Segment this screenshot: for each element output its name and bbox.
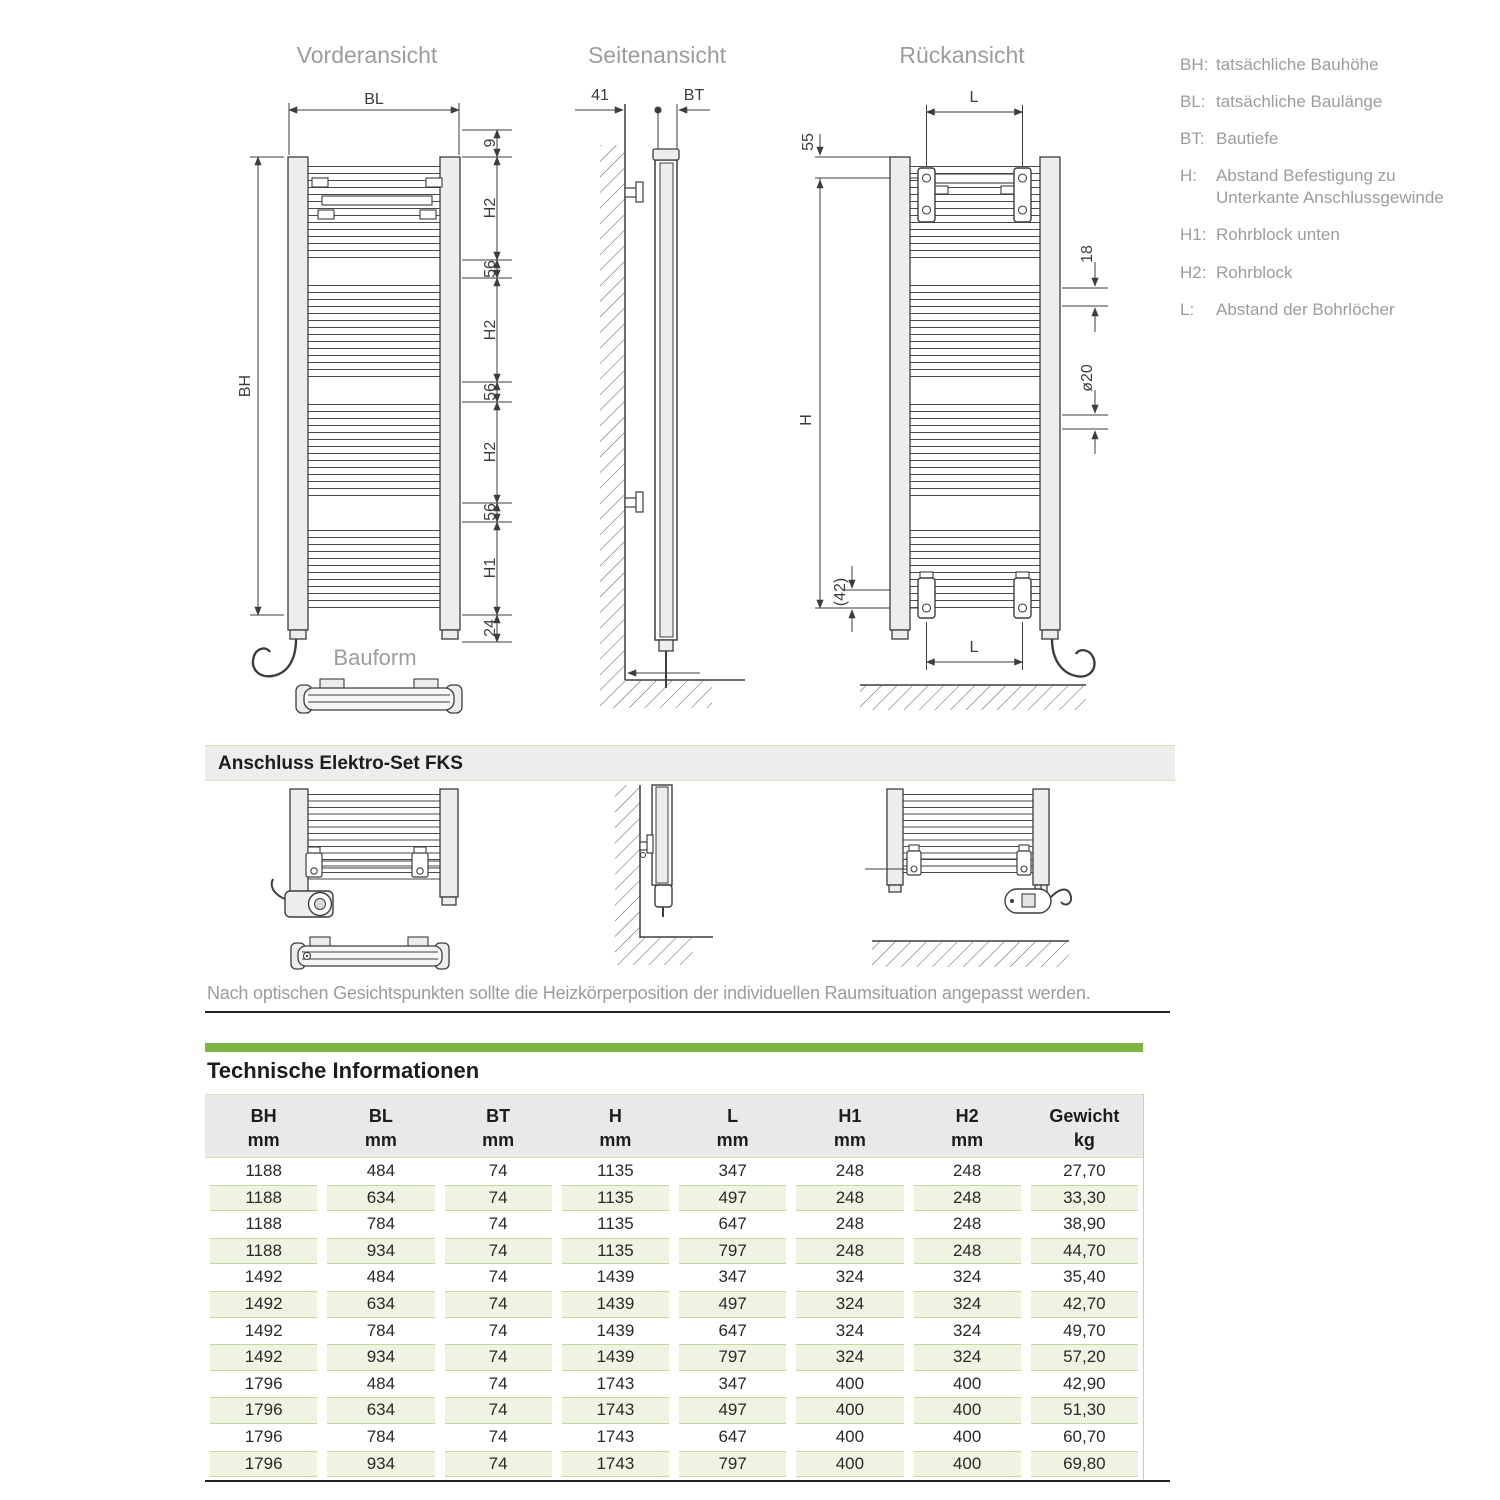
cable-line xyxy=(1051,890,1071,905)
table-row xyxy=(205,1371,1143,1398)
table-row xyxy=(205,1344,1143,1371)
legend-item-l xyxy=(1180,299,1490,321)
legend-item-bh xyxy=(1180,54,1490,76)
table-cell: 1439 xyxy=(562,1291,669,1318)
table-cell: 647 xyxy=(718,1214,747,1234)
table-cell: 248 xyxy=(952,1161,982,1180)
table-cell: 1135 xyxy=(597,1161,634,1180)
table-cell: 74 xyxy=(445,1238,552,1265)
table-cell: 400 xyxy=(952,1426,982,1446)
table-cell: 74 xyxy=(488,1373,508,1393)
table-cell: 324 xyxy=(796,1291,903,1318)
table-bottom-rule xyxy=(205,1480,1170,1482)
table-right-border xyxy=(1143,1094,1144,1482)
table-cell: 74 xyxy=(488,1214,508,1234)
side-view-drawing xyxy=(560,30,800,730)
table-cell: 400 xyxy=(952,1373,982,1393)
rear-dim-42: (42) xyxy=(832,577,849,607)
table-cell: 1492 xyxy=(244,1320,283,1340)
side-dim-41: 41 xyxy=(591,87,609,104)
tech-info-table xyxy=(205,1094,1143,1477)
table-cell: 1188 xyxy=(245,1161,282,1180)
rear-dim-l-bottom: L xyxy=(969,639,979,656)
front-dim-9: 9 xyxy=(482,138,499,148)
table-header-cell: BH mm xyxy=(247,1106,280,1151)
table-row xyxy=(205,1158,1143,1185)
table-cell: 42,90 xyxy=(1063,1373,1106,1393)
legend-item-bl xyxy=(1180,91,1490,113)
table-cell: 1743 xyxy=(562,1397,669,1424)
table-cell: 324 xyxy=(952,1267,982,1287)
rear-dim-o20: ø20 xyxy=(1079,364,1096,392)
table-cell: 497 xyxy=(679,1397,786,1424)
legend-text: Bautiefe xyxy=(1216,129,1279,149)
table-header-cell: L mm xyxy=(716,1106,749,1151)
floor-hatching xyxy=(872,941,1069,967)
table-cell: 74 xyxy=(445,1185,552,1212)
table-cell: 248 xyxy=(835,1214,865,1234)
legend-item-h xyxy=(1180,165,1490,209)
table-cell: 1796 xyxy=(244,1426,283,1446)
rear-dim-l-top: L xyxy=(969,89,979,106)
table-cell: 35,40 xyxy=(1063,1267,1106,1287)
anschluss-front-drawing xyxy=(240,785,540,985)
table-cell: 324 xyxy=(835,1267,865,1287)
table-cell: 74 xyxy=(488,1426,508,1446)
table-cell: 248 xyxy=(952,1214,982,1234)
table-title: Technische Informationen xyxy=(207,1058,480,1083)
anschluss-section-header: Anschluss Elektro-Set FKS xyxy=(205,745,1175,781)
rear-dim-55: 55 xyxy=(800,133,817,151)
table-cell: 248 xyxy=(835,1161,865,1180)
table-row xyxy=(205,1185,1143,1212)
table-cell: 797 xyxy=(679,1451,786,1478)
table-cell: 248 xyxy=(914,1185,1021,1212)
bauform-label: Bauform xyxy=(333,645,417,670)
table-cell: 1135 xyxy=(562,1238,669,1265)
legend-text: tatsächliche Baulänge xyxy=(1216,92,1383,112)
table-cell: 324 xyxy=(914,1344,1021,1371)
table-cell: 1796 xyxy=(210,1397,317,1424)
table-cell: 484 xyxy=(366,1267,396,1287)
front-dim-bh: BH xyxy=(237,374,254,398)
table-cell: 74 xyxy=(445,1397,552,1424)
legend-key: BH: xyxy=(1180,55,1209,74)
table-cell: 484 xyxy=(366,1161,396,1180)
legend-text: tatsächliche Bauhöhe xyxy=(1216,55,1379,74)
front-dim-h1: H1 xyxy=(482,557,499,579)
table-cell: 1743 xyxy=(596,1373,635,1393)
table-cell: 784 xyxy=(366,1214,396,1234)
table-cell: 634 xyxy=(327,1397,434,1424)
table-cell: 400 xyxy=(796,1397,903,1424)
table-cell: 69,80 xyxy=(1031,1451,1138,1478)
table-cell: 934 xyxy=(327,1344,434,1371)
table-cell: 51,30 xyxy=(1031,1397,1138,1424)
table-cell: 57,20 xyxy=(1031,1344,1138,1371)
legend-key: L: xyxy=(1180,299,1195,319)
table-cell: 347 xyxy=(718,1267,747,1287)
table-cell: 248 xyxy=(796,1185,903,1212)
table-cell: 797 xyxy=(679,1344,786,1371)
table-row xyxy=(205,1291,1143,1318)
table-cell: 634 xyxy=(327,1185,434,1212)
table-cell: 784 xyxy=(366,1426,396,1446)
accent-bar xyxy=(205,1043,1143,1052)
wall-hatching xyxy=(600,145,625,680)
table-cell: 1492 xyxy=(210,1291,317,1318)
table-cell: 400 xyxy=(914,1397,1021,1424)
table-cell: 1439 xyxy=(596,1267,635,1287)
table-cell: 347 xyxy=(718,1161,747,1180)
table-cell: 934 xyxy=(327,1238,434,1265)
table-cell: 1796 xyxy=(210,1451,317,1478)
rear-view-title: Rückansicht xyxy=(899,42,1025,68)
table-cell: 1492 xyxy=(244,1267,283,1287)
positioning-note: Nach optischen Gesichtspunkten sollte die Heizkörperposition der individuellen Raumsituation angepasst werden. xyxy=(207,983,1091,1003)
table-cell: 1492 xyxy=(210,1344,317,1371)
table-cell: 1439 xyxy=(562,1344,669,1371)
rear-dim-h: H xyxy=(798,414,815,426)
table-cell: 49,70 xyxy=(1063,1320,1106,1340)
table-body xyxy=(205,1158,1143,1477)
floor-hatching xyxy=(615,937,693,965)
table-header-cell: BT mm xyxy=(482,1106,515,1151)
table-cell: 324 xyxy=(914,1291,1021,1318)
table-cell: 44,70 xyxy=(1031,1238,1138,1265)
table-cell: 74 xyxy=(445,1451,552,1478)
legend-item-h1 xyxy=(1180,224,1490,246)
table-cell: 934 xyxy=(327,1451,434,1478)
table-cell: 484 xyxy=(366,1373,396,1393)
table-cell: 634 xyxy=(327,1291,434,1318)
front-view-drawing xyxy=(200,30,560,730)
table-row xyxy=(205,1264,1143,1291)
table-cell: 74 xyxy=(445,1291,552,1318)
table-cell: 1796 xyxy=(244,1373,283,1393)
front-dim-24: 24 xyxy=(482,619,499,637)
dimension-legend xyxy=(1180,54,1490,336)
table-cell: 347 xyxy=(718,1373,747,1393)
cable-hook xyxy=(1052,639,1094,677)
legend-text: Abstand der Bohrlöcher xyxy=(1216,299,1395,319)
legend-key: BT: xyxy=(1180,129,1205,149)
table-cell: 27,70 xyxy=(1063,1161,1106,1180)
table-cell: 400 xyxy=(835,1426,865,1446)
table-header-cell: H1 mm xyxy=(833,1106,866,1151)
table-cell: 33,30 xyxy=(1031,1185,1138,1212)
legend-text: Rohrblock unten xyxy=(1216,225,1340,245)
table-cell: 1439 xyxy=(596,1320,635,1340)
table-cell: 1743 xyxy=(596,1426,635,1446)
table-cell: 647 xyxy=(718,1320,747,1340)
table-cell: 324 xyxy=(835,1320,865,1340)
table-cell: 60,70 xyxy=(1063,1426,1106,1446)
cable-hook xyxy=(253,639,296,676)
floor-hatching xyxy=(860,685,1086,710)
table-cell: 497 xyxy=(679,1291,786,1318)
table-cell: 42,70 xyxy=(1031,1291,1138,1318)
table-header-cell: H mm xyxy=(599,1106,632,1151)
table-cell: 400 xyxy=(796,1451,903,1478)
side-view-title: Seitenansicht xyxy=(587,42,727,68)
table-cell: 248 xyxy=(914,1238,1021,1265)
table-row xyxy=(205,1424,1143,1451)
table-header-cell: H2 mm xyxy=(951,1106,984,1151)
table-cell: 400 xyxy=(914,1451,1021,1478)
table-cell: 248 xyxy=(796,1238,903,1265)
fks-element xyxy=(655,885,672,907)
divider-rule xyxy=(205,1011,1170,1013)
legend-item-bt xyxy=(1180,128,1490,150)
floor-hatching xyxy=(600,680,712,708)
table-row xyxy=(205,1238,1143,1265)
legend-key: BL: xyxy=(1180,92,1206,112)
legend-key: H2: xyxy=(1180,262,1207,282)
table-cell: 74 xyxy=(488,1161,508,1180)
table-cell: 647 xyxy=(718,1426,747,1446)
rear-dim-18: 18 xyxy=(1079,245,1096,263)
bauform-cross-section xyxy=(296,679,462,713)
legend-item-h2 xyxy=(1180,262,1490,284)
legend-text: Rohrblock xyxy=(1216,262,1293,282)
table-cell: 74 xyxy=(445,1344,552,1371)
cable-line xyxy=(272,879,285,899)
table-cell: 74 xyxy=(488,1320,508,1340)
table-header-cell: Gewicht kg xyxy=(1049,1106,1120,1151)
table-cell: 784 xyxy=(366,1320,396,1340)
table-header-cell: BL mm xyxy=(364,1106,397,1151)
table-row xyxy=(205,1451,1143,1478)
table-cell: 400 xyxy=(835,1373,865,1393)
table-cell: 1743 xyxy=(562,1451,669,1478)
table-cell: 74 xyxy=(488,1267,508,1287)
table-cell: 1135 xyxy=(597,1214,634,1234)
front-dim-56a: 56 xyxy=(482,260,499,278)
table-row xyxy=(205,1211,1143,1238)
table-cell: 797 xyxy=(679,1238,786,1265)
table-cell: 1188 xyxy=(210,1185,317,1212)
rear-view-drawing xyxy=(790,30,1120,730)
front-dim-h2b: H2 xyxy=(482,319,499,341)
wall-hatching xyxy=(615,785,640,938)
front-view-title: Vorderansicht xyxy=(296,42,438,68)
table-cell: 1188 xyxy=(210,1238,317,1265)
table-row xyxy=(205,1318,1143,1345)
table-row xyxy=(205,1397,1143,1424)
legend-text: Abstand Befestigung zu Unterkante Anschlussgewinde xyxy=(1216,166,1444,208)
front-dim-bl: BL xyxy=(364,91,384,108)
table-cell: 324 xyxy=(796,1344,903,1371)
side-dim-bt: BT xyxy=(683,87,705,104)
anschluss-side-drawing xyxy=(595,785,835,985)
table-header xyxy=(205,1094,1143,1158)
table-cell: 1135 xyxy=(562,1185,669,1212)
front-dim-56c: 56 xyxy=(482,503,499,521)
front-dim-h2a: H2 xyxy=(482,197,499,219)
front-dim-56b: 56 xyxy=(482,383,499,401)
anschluss-rear-drawing xyxy=(865,785,1165,985)
front-dim-h2c: H2 xyxy=(482,441,499,463)
legend-key: H: xyxy=(1180,166,1197,186)
table-cell: 38,90 xyxy=(1063,1214,1106,1234)
table-cell: 324 xyxy=(952,1320,982,1340)
table-cell: 497 xyxy=(679,1185,786,1212)
table-cell: 1188 xyxy=(245,1214,282,1234)
legend-key: H1: xyxy=(1180,225,1207,245)
